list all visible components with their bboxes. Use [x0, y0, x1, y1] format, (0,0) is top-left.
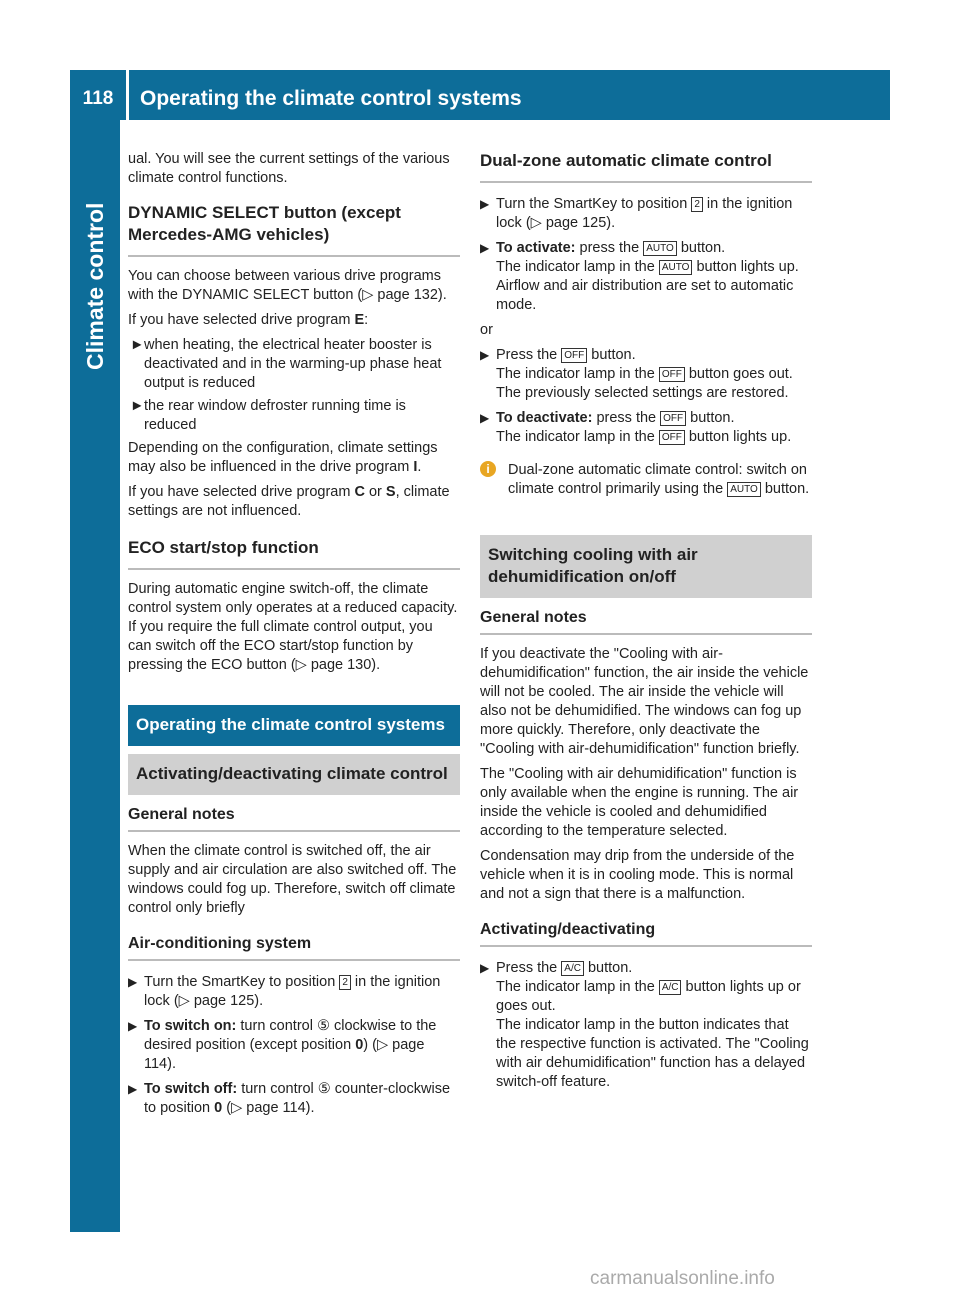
- dynamic-p4: If you have selected drive program C or S, climate settings are not influenced.: [128, 484, 450, 519]
- or-text: or: [480, 322, 493, 338]
- step-item: ▶ Turn the SmartKey to position 2 in the ignition lock (▷ page 125).: [128, 974, 441, 1009]
- section-bar-activating: Activating/deactivating climate control: [128, 754, 460, 795]
- arrow-icon: ▶: [128, 1082, 138, 1096]
- key-2-icon: 2: [691, 197, 703, 212]
- key-2-icon: 2: [339, 975, 351, 990]
- ac-button-icon: A/C: [659, 980, 682, 995]
- info-note: i Dual-zone automatic climate control: switch on climate control primarily using the AUTO button.: [480, 461, 812, 499]
- page-title: Operating the climate control systems: [140, 87, 522, 110]
- arrow-icon: ▶: [480, 961, 490, 975]
- intro-text: ual. You will see the current settings of the various climate control functions.: [128, 151, 450, 186]
- auto-button-icon: AUTO: [727, 482, 761, 497]
- auto-button-icon: AUTO: [659, 260, 693, 275]
- left-column: [128, 150, 460, 1124]
- bullet-icon: ►: [130, 398, 145, 414]
- dual-zone-heading: Dual-zone automatic climate control: [480, 150, 812, 183]
- general-p1: If you deactivate the "Cooling with air-dehumidification" function, the air inside the vehicle will not be cooled. The air inside the vehicle will also not be dehumidified. The windows can fog up more quickly. Therefore, only deactivate the "Cooling with air-dehumidification" function briefly.: [480, 646, 809, 757]
- step-item: ▶ To deactivate: press the OFF button. The indicator lamp in the OFF button lights up.: [480, 410, 792, 445]
- step-item: ▶ Press the A/C button. The indicator lamp in the A/C button lights up or goes out. The indicator lamp in the button indicates that the respective function is activated. The "Cooling with air dehumidification" function has a delayed switch-off feature.: [480, 960, 809, 1090]
- arrow-icon: ▶: [128, 1019, 138, 1033]
- right-column: [480, 150, 812, 1098]
- step-item: ▶ To switch off: turn control ⑤ counter-clockwise to position 0 (▷ page 114).: [128, 1081, 451, 1116]
- general-p2: The "Cooling with air dehumidification" function is only available when the engine is running. The air inside the vehicle is cooled and dehumidified according to the temperature selected.: [480, 766, 799, 839]
- step-item: ▶ Turn the SmartKey to position 2 in the ignition lock (▷ page 125).: [480, 196, 793, 231]
- info-icon: i: [480, 461, 496, 477]
- ac-button-icon: A/C: [561, 961, 584, 976]
- general-notes-heading: General notes: [480, 608, 812, 635]
- dynamic-p1: You can choose between various drive programs with the DYNAMIC SELECT button (▷ page 132).: [128, 268, 447, 303]
- auto-button-icon: AUTO: [643, 241, 677, 256]
- section-bar-cooling: Switching cooling with air dehumidification on/off: [480, 535, 812, 598]
- arrow-icon: ▶: [128, 975, 138, 989]
- dynamic-p3: Depending on the configuration, climate settings may also be influenced in the drive program I.: [128, 440, 438, 475]
- list-item: ► when heating, the electrical heater booster is deactivated and in the warming-up phase heat output is reduced: [130, 337, 442, 391]
- section-bar-operating: Operating the climate control systems: [128, 705, 460, 746]
- step-item: ▶ Press the OFF button. The indicator lamp in the OFF button goes out. The previously selected settings are restored.: [480, 347, 793, 401]
- general-notes-text: When the climate control is switched off, the air supply and air circulation are also switched off. The windows could fog up. Therefore, switch off climate control only briefly: [128, 843, 457, 916]
- step-item: ▶ To activate: press the AUTO button. The indicator lamp in the AUTO button lights up. Airflow and air distribution are set to automatic mode.: [480, 240, 799, 313]
- eco-heading: ECO start/stop function: [128, 537, 460, 570]
- list-item: ► the rear window defroster running time is reduced: [130, 398, 406, 433]
- watermark: carmanualsonline.info: [590, 1268, 775, 1289]
- chapter-label: Climate control: [82, 202, 108, 370]
- page-number: 118: [70, 70, 129, 120]
- ac-system-heading: Air-conditioning system: [128, 934, 460, 961]
- off-button-icon: OFF: [659, 367, 685, 382]
- activating-heading: Activating/deactivating: [480, 920, 812, 947]
- bullet-icon: ►: [130, 337, 145, 353]
- arrow-icon: ▶: [480, 411, 490, 425]
- general-notes-heading: General notes: [128, 805, 460, 832]
- chapter-tab: [70, 120, 120, 1232]
- eco-text: During automatic engine switch-off, the climate control system only operates at a reduced capacity. If you require the full climate control output, you can switch off the ECO start/stop function by pressing the ECO button (▷ page 130).: [128, 581, 458, 673]
- off-button-icon: OFF: [660, 411, 686, 426]
- dynamic-select-heading: DYNAMIC SELECT button (except Mercedes-AMG vehicles): [128, 202, 460, 257]
- arrow-icon: ▶: [480, 241, 490, 255]
- general-p3: Condensation may drip from the underside of the vehicle when it is in cooling mode. This is normal and not a sign that there is a malfunction.: [480, 848, 795, 902]
- arrow-icon: ▶: [480, 348, 490, 362]
- off-button-icon: OFF: [659, 430, 685, 445]
- arrow-icon: ▶: [480, 197, 490, 211]
- dynamic-p2: If you have selected drive program E:: [128, 312, 369, 328]
- page-header: [70, 70, 890, 120]
- step-item: ▶ To switch on: turn control ⑤ clockwise to the desired position (except position 0) (▷ page 114).: [128, 1018, 437, 1072]
- off-button-icon: OFF: [561, 348, 587, 363]
